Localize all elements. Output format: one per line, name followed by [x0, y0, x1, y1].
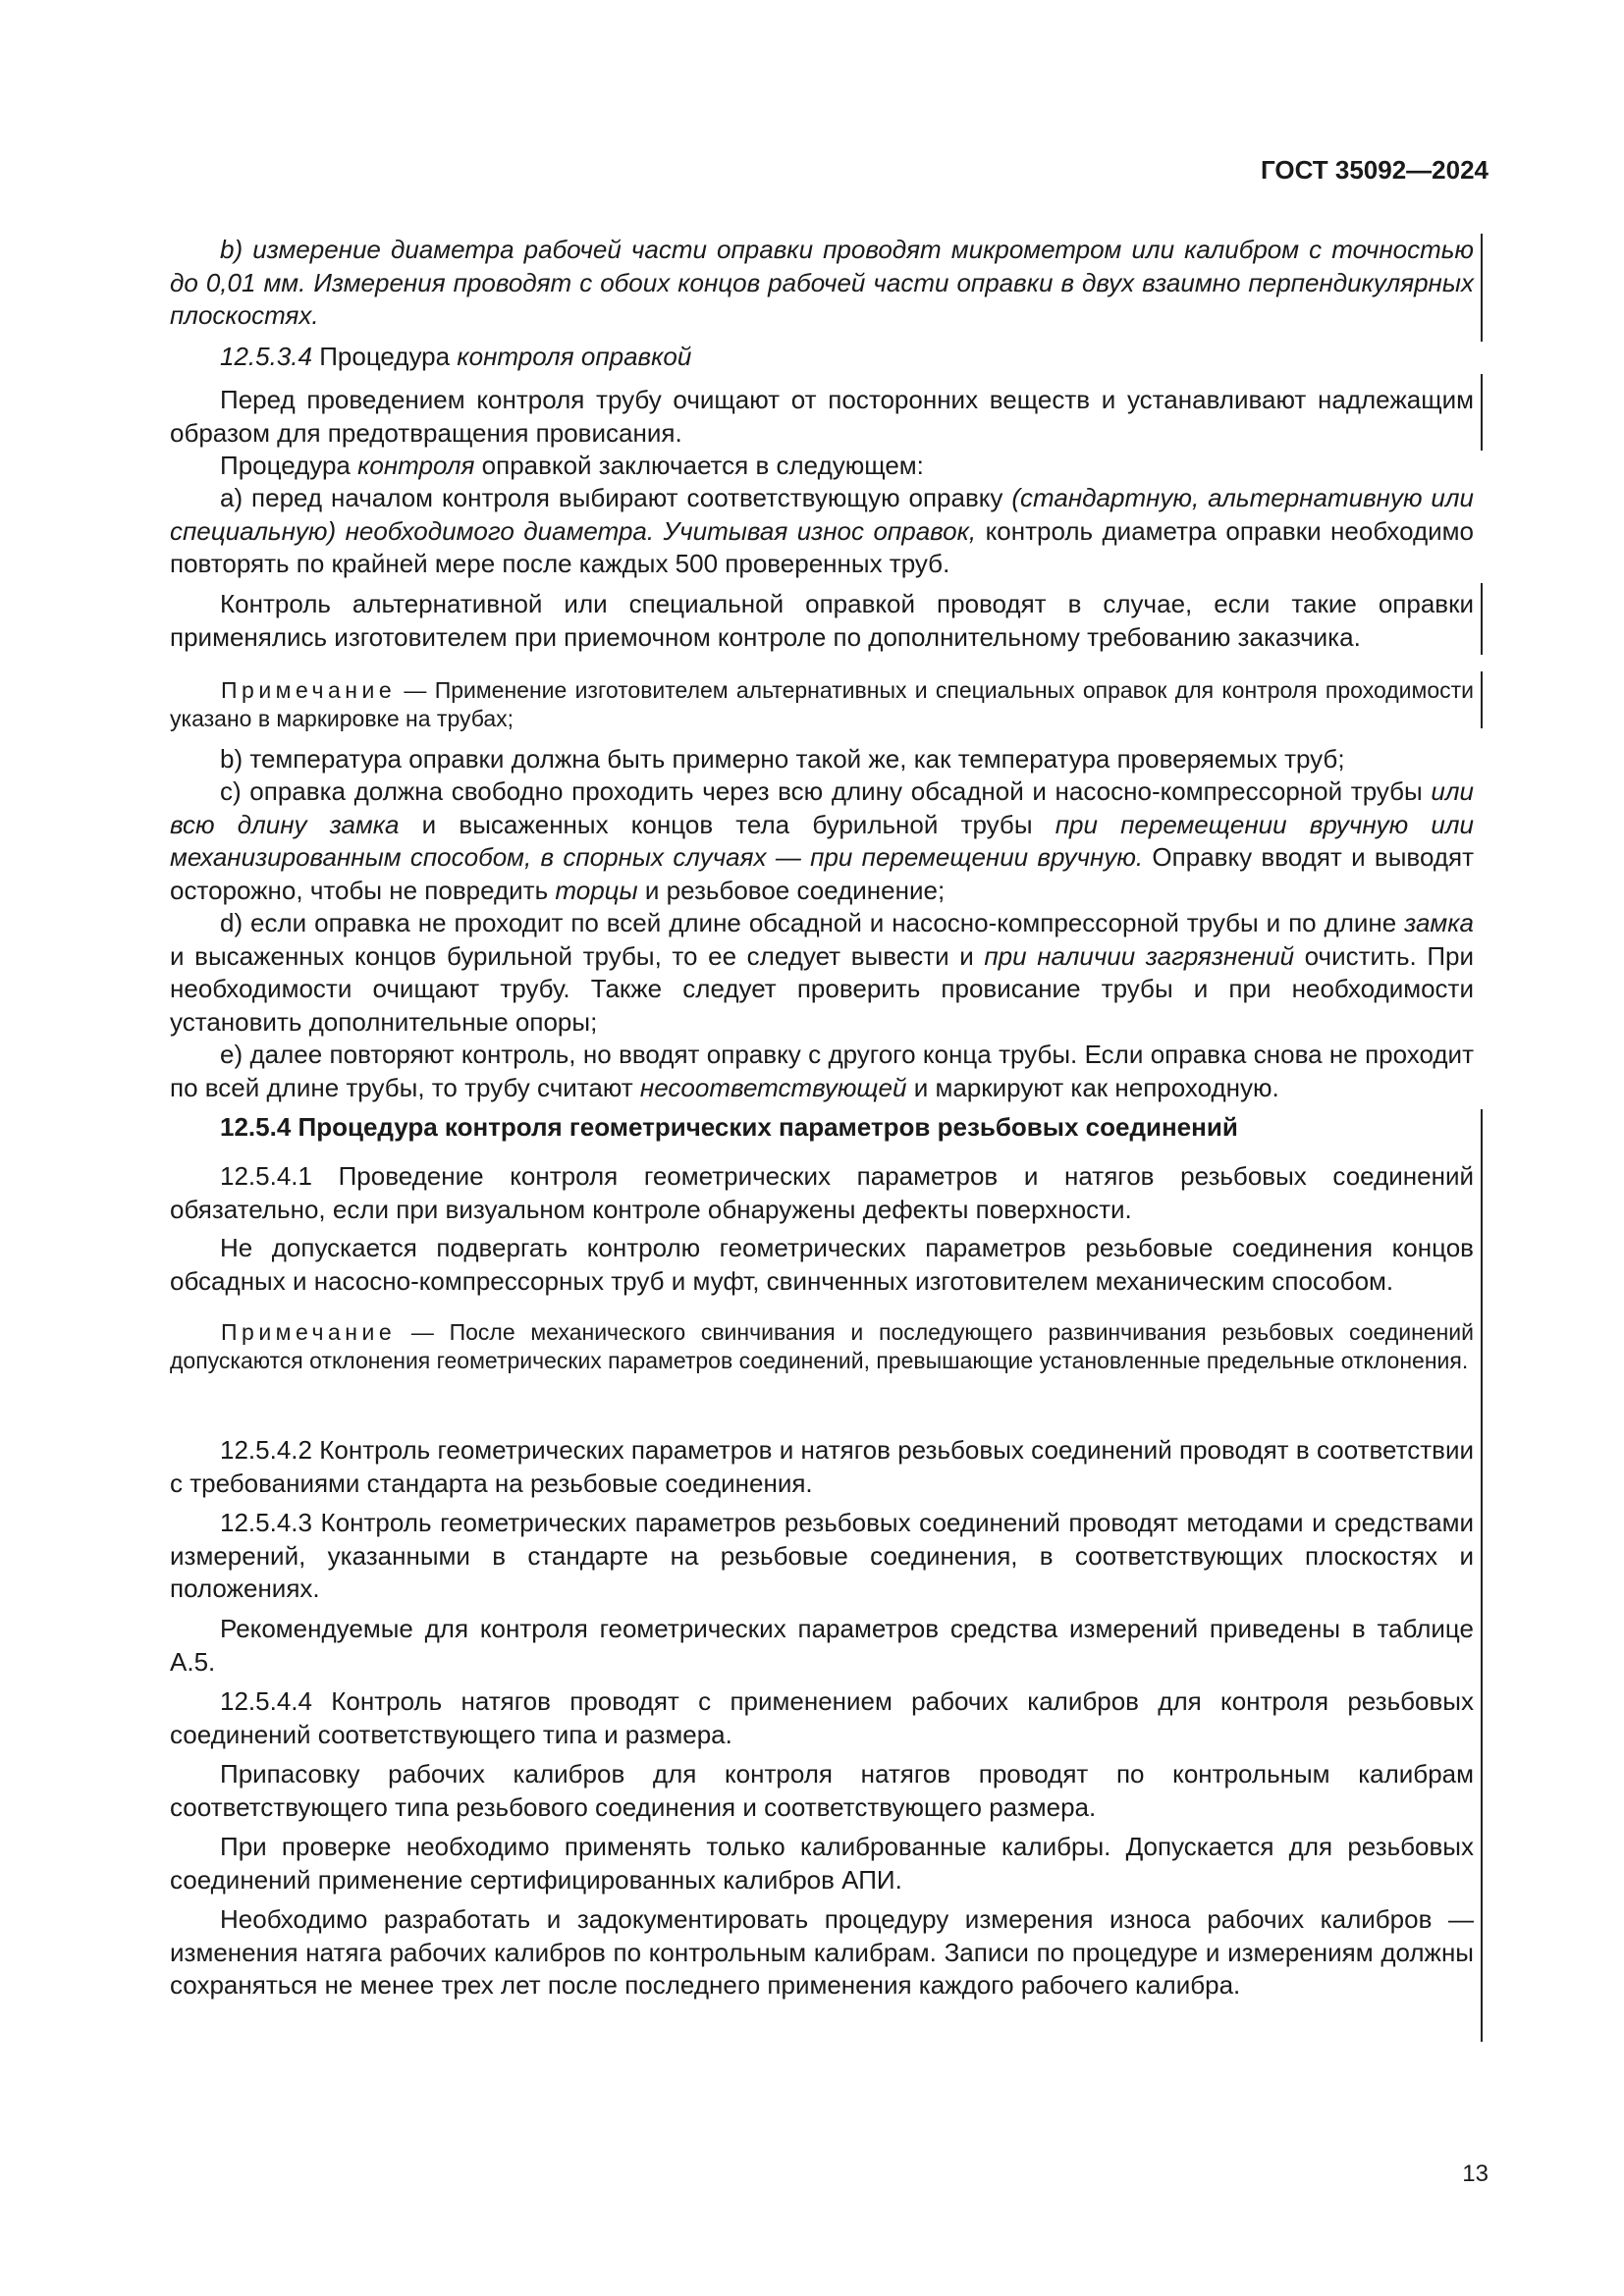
change-bar	[1481, 374, 1483, 451]
section-12-5-4-heading: 12.5.4 Процедура контроля геометрических параметров резьбовых соединений	[220, 1112, 1238, 1142]
paragraph-12-5-4-2: 12.5.4.2 Контроль геометрических параметров и натягов резьбовых соединений проводят в соответствии с требованиями стандарта на резьбовые соединения.	[170, 1435, 1474, 1498]
note-2: Примечание — После механического свинчивания и последующего развинчивания резьбовых соединений допускаются отклонения геометрических параметров соединений, превышающие установленные предельные отклонения.	[170, 1319, 1474, 1373]
paragraph-procedure: Процедура контроля оправкой заключается в следующем:	[220, 451, 924, 480]
note-1: Примечание — Применение изготовителем альтернативных и специальных оправок для контроля проходимости указано в маркировке на трубах;	[170, 677, 1474, 731]
paragraph-alternative-mandrel: Контроль альтернативной или специальной оправкой проводят в случае, если такие оправки применялись изготовителем при приемочном контроле по дополнительному требованию заказчика.	[170, 589, 1474, 652]
page-number: 13	[1462, 2161, 1489, 2187]
paragraph-12-5-4-3: 12.5.4.3 Контроль геометрических параметров резьбовых соединений проводят методами и средствами измерений, указанными в стандарте на резьбовые соединения, в соответствующих плоскостях и положениях.	[170, 1508, 1474, 1603]
change-bar	[1481, 671, 1483, 728]
list-item-a: а) перед началом контроля выбирают соответствующую оправку (стандартную, альтернативную или специальную) необходимого диаметра. Учитывая износ оправок, контроль диаметра оправки необходимо повторять по крайней мере после каждых 500 проверенных труб.	[170, 483, 1474, 578]
paragraph-before-control: Перед проведением контроля трубу очищают от посторонних веществ и устанавливают надлежащим образом для предотвращения провисания.	[170, 385, 1474, 448]
change-bar	[1481, 234, 1483, 342]
section-12-5-3-4-title: 12.5.3.4 Процедура контроля оправкой	[220, 342, 692, 371]
change-bar	[1481, 583, 1483, 655]
paragraph-12-5-4-1: 12.5.4.1 Проведение контроля геометрических параметров и натягов резьбовых соединений обязательно, если при визуальном контроле обнаружены дефекты поверхности.	[170, 1161, 1474, 1224]
change-bar	[1481, 1109, 1483, 2042]
paragraph-not-allowed: Не допускается подвергать контролю геометрических параметров резьбовые соединения концов обсадных и насосно-компрессорных труб и муфт, свинченных изготовителем механическим способом.	[170, 1233, 1474, 1296]
list-item-b-temperature: b) температура оправки должна быть примерно такой же, как температура проверяемых труб;	[220, 744, 1345, 774]
paragraph-12-5-4-4: 12.5.4.4 Контроль натягов проводят с применением рабочих калибров для контроля резьбовых соединений соответствующего типа и размера.	[170, 1686, 1474, 1749]
paragraph-gauge-fitting: Припасовку рабочих калибров для контроля натягов проводят по контрольным калибрам соответствующего типа резьбового соединения и соответствующего размера.	[170, 1759, 1474, 1822]
list-item-c: c) оправка должна свободно проходить через всю длину обсадной и насосно-компрессорной трубы или всю длину замка и высаженных концов тела бурильной трубы при перемещении вручную или механизированным способом, в спорных случаях — при перемещении вручную. Оправку вводят и выводят осторожно, чтобы не повредить торцы и резьбовое соединение;	[170, 776, 1474, 905]
paragraph-wear-procedure: Необходимо разработать и задокументировать процедуру измерения износа рабочих калибров — изменения натяга рабочих калибров по контрольным калибрам. Записи по процедуре и измерениям должны сохраняться не менее трех лет после последнего применения каждого рабочего калибра.	[170, 1904, 1474, 2000]
list-item-e: е) далее повторяют контроль, но вводят оправку с другого конца трубы. Если оправка снова не проходит по всей длине трубы, то трубу считают несоответствующей и маркируют как непроходную.	[170, 1040, 1474, 1102]
list-item-d: d) если оправка не проходит по всей длине обсадной и насосно-компрессорной трубы и по длине замка и высаженных концов бурильной трубы, то ее следует вывести и при наличии загрязнений очистить. При необходимости очищают трубу. Также следует проверить провисание трубы и при необходимости установить дополнительные опоры;	[170, 908, 1475, 1037]
paragraph-calibrated-gauges: При проверке необходимо применять только калиброванные калибры. Допускается для резьбовых соединений применение сертифицированных калибров АПИ.	[170, 1832, 1474, 1895]
document-header: ГОСТ 35092—2024	[1261, 155, 1489, 185]
paragraph-recommended: Рекомендуемые для контроля геометрических параметров средства измерений приведены в таблице А.5.	[170, 1614, 1474, 1677]
paragraph-b-measurement: b) измерение диаметра рабочей части оправки проводят микрометром или калибром с точностью до 0,01 мм. Измерения проводят с обоих концов рабочей части оправки в двух взаимно перпендикулярных плоскостях.	[170, 235, 1474, 330]
